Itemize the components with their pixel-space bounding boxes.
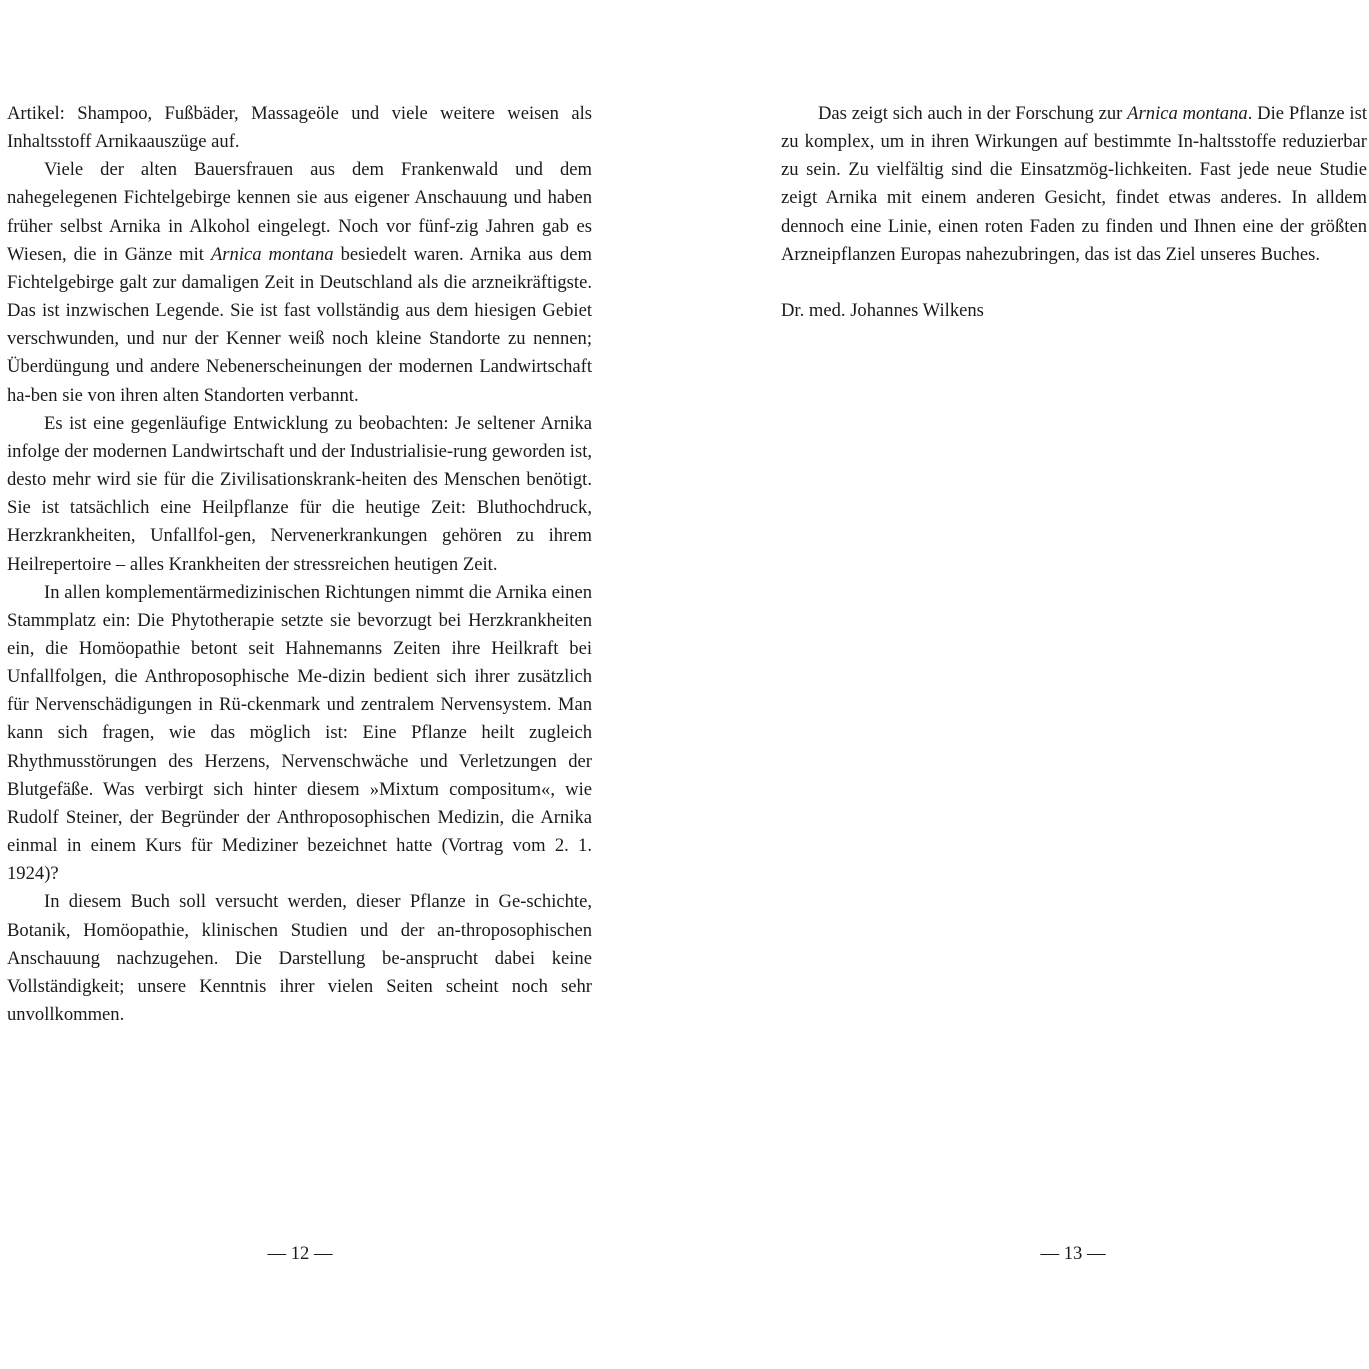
paragraph-right-1-end: . Die Pflanze ist zu komplex, um in ihren Wirkungen auf bestimmte In-haltsstoffe reduzierbar zu sein. Zu vielfältig sind die Einsatzmög-lichkeiten. Fast jede neue Studie zeigt Arnika mit einem anderen Gesicht, findet etwas anderes. In alldem dennoch eine Linie, einen roten Faden zu finden und Ihnen eine der größten Arzneipflanzen Europas nahezubringen, das ist das Ziel unseres Buches.	[781, 103, 1367, 265]
author-signature: Dr. med. Johannes Wilkens	[781, 299, 984, 321]
italic-species-name-right: Arnica montana	[1127, 103, 1248, 124]
paragraph-right-1-start: Das zeigt sich auch in der Forschung zur	[818, 103, 1128, 124]
page-number-right: — 13 —	[1040, 1243, 1106, 1264]
paragraph-4: In allen komplementärmedizinischen Richtungen nimmt die Arnika einen Stammplatz ein: Die Phytotherapie setzte sie bevorzugt bei Herzkrankheiten ein, die Homöopathie betont seit Hahnemanns Zeiten ihre Heilkraft bei Unfallfolgen, die Anthroposophische Me-dizin bedient sich ihrer zusätzlich für Nervenschädigungen in Rü-ckenmark und zentralem Nervensystem. Man kann sich fragen, wie das möglich ist: Eine Pflanze heilt zugleich Rhythmusstörungen des Herzens, Nervenschwäche und Verletzungen der Blutgefäße. Was verbirgt sich hinter diesem »Mixtum compositum«, wie Rudolf Steiner, der Begründer der Anthroposophischen Medizin, die Arnika einmal in einem Kurs für Mediziner bezeichnet hatte (Vortrag vom 2. 1. 1924)?	[7, 581, 592, 885]
paragraph-2-start: Viele der alten Bauersfrauen aus dem Frankenwald und dem nahegelegenen Fichtelgebirge kennen sie aus eigener Anschauung und haben früher selbst Arnika in Alkohol eingelegt. Noch vor fünf-zig Jahren gab es Wiesen, die in Gänze mit	[7, 159, 592, 265]
paragraph-1: Artikel: Shampoo, Fußbäder, Massageöle und viele weitere weisen als Inhaltsstoff Arnikaauszüge auf.	[7, 103, 592, 153]
right-page-text	[781, 100, 1367, 325]
paragraph-2-end: besiedelt waren. Arnika aus dem Fichtelgebirge galt zur damaligen Zeit in Deutschland als die arzneikräftigste. Das ist inzwischen Legende. Sie ist fast vollständig aus dem hiesigen Gebiet verschwunden, und nur der Kenner weiß noch kleine Standorte zu nennen; Überdüngung und andere Nebenerscheinungen der modernen Landwirtschaft ha-ben sie von ihren alten Standorten verbannt.	[7, 243, 592, 406]
italic-species-name: Arnica montana	[210, 243, 334, 265]
paragraph-5: In diesem Buch soll versucht werden, dieser Pflanze in Ge-schichte, Botanik, Homöopathie, klinischen Studien und der an-throposophischen Anschauung nachzugehen. Die Darstellung be-ansprucht dabei keine Vollständigkeit; unsere Kenntnis ihrer vielen Seiten scheint noch sehr unvollkommen.	[7, 891, 592, 1025]
left-page-text	[7, 100, 592, 1029]
paragraph-right-1	[781, 100, 1367, 269]
paragraph-3: Es ist eine gegenläufige Entwicklung zu beobachten: Je seltener Arnika infolge der modernen Landwirtschaft und der Industrialisie-rung geworden ist, desto mehr wird sie für die Zivilisationskrank-heiten des Menschen benötigt. Sie ist tatsächlich eine Heilpflanze für die heutige Zeit: Bluthochdruck, Herzkrankheiten, Unfallfol-gen, Nervenerkrankungen gehören zu ihrem Heilrepertoire – alles Krankheiten der stressreichen heutigen Zeit.	[7, 412, 593, 575]
page-number-left: — 12 —	[267, 1243, 333, 1264]
paragraph-2	[7, 156, 592, 409]
